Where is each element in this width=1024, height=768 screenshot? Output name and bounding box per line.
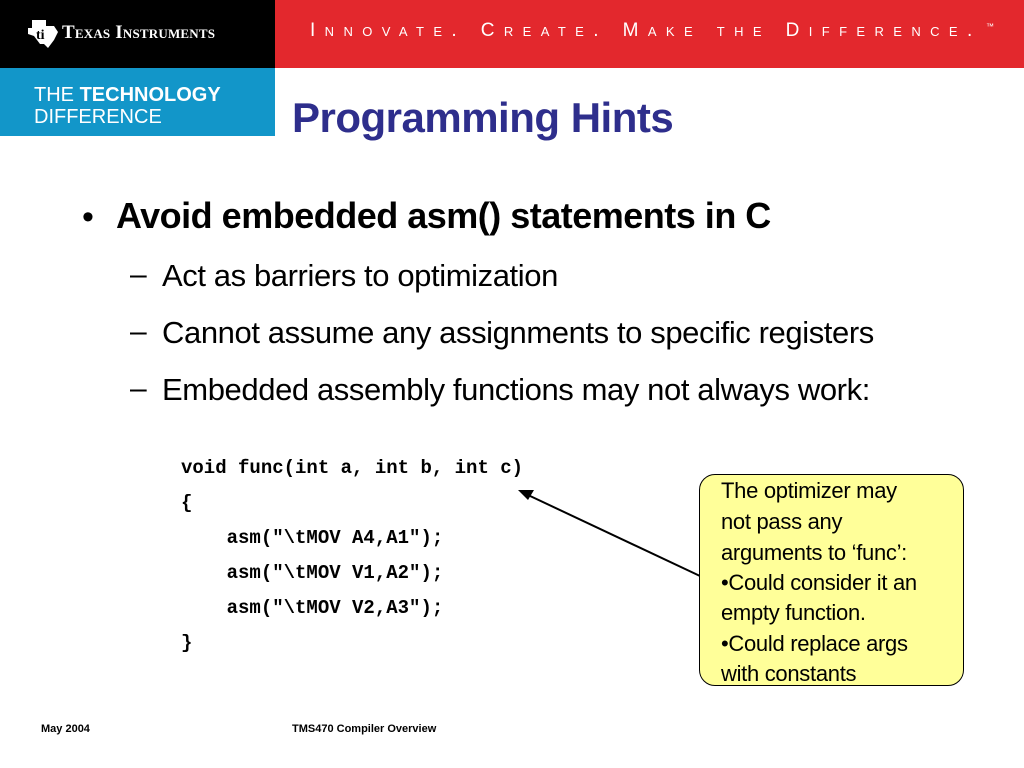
tech-line-1-prefix: THE bbox=[34, 84, 80, 106]
code-line-6: } bbox=[181, 632, 193, 654]
texas-state-logo-icon bbox=[24, 14, 64, 54]
footer-date: May 2004 bbox=[41, 723, 90, 735]
slide-title: Programming Hints bbox=[292, 94, 674, 141]
sub-bullet-dash: – bbox=[130, 315, 147, 348]
sub-bullet-1: Act as barriers to optimization bbox=[162, 258, 558, 293]
callout-line-3: arguments to ‘func’: bbox=[721, 540, 907, 565]
callout-line-7: with constants bbox=[721, 661, 857, 686]
sub-bullet-2: Cannot assume any assignments to specific registers bbox=[162, 315, 874, 350]
callout-line-6: •Could replace args bbox=[721, 631, 908, 656]
callout-line-5: empty function. bbox=[721, 600, 866, 625]
sub-bullet-dash: – bbox=[130, 258, 147, 291]
tech-line-2: DIFFERENCE bbox=[34, 106, 162, 128]
code-line-2: { bbox=[181, 492, 193, 514]
sub-bullet-3: Embedded assembly functions may not always work: bbox=[162, 372, 870, 407]
code-line-5: asm("\tMOV V2,A3"); bbox=[181, 597, 444, 619]
bullet-marker: • bbox=[82, 198, 94, 236]
callout-line-1: The optimizer may bbox=[721, 478, 897, 503]
callout-line-2: not pass any bbox=[721, 509, 843, 534]
sub-bullet-dash: – bbox=[130, 372, 147, 405]
code-line-4: asm("\tMOV V1,A2"); bbox=[181, 562, 444, 584]
trademark-symbol: ™ bbox=[986, 22, 994, 31]
header-tagline: Innovate. Create. Make the Difference. bbox=[310, 20, 982, 41]
tech-line-1-bold: TECHNOLOGY bbox=[79, 84, 221, 106]
footer-title: TMS470 Compiler Overview bbox=[292, 723, 437, 735]
code-line-3: asm("\tMOV A4,A1"); bbox=[181, 527, 444, 549]
tech-line-1 bbox=[34, 84, 221, 107]
svg-text:ti: ti bbox=[36, 28, 45, 43]
callout-line-4: •Could consider it an bbox=[721, 570, 917, 595]
main-bullet: Avoid embedded asm() statements in C bbox=[116, 195, 771, 236]
code-line-1: void func(int a, int b, int c) bbox=[181, 457, 524, 479]
company-name: Texas Instruments bbox=[62, 22, 216, 43]
